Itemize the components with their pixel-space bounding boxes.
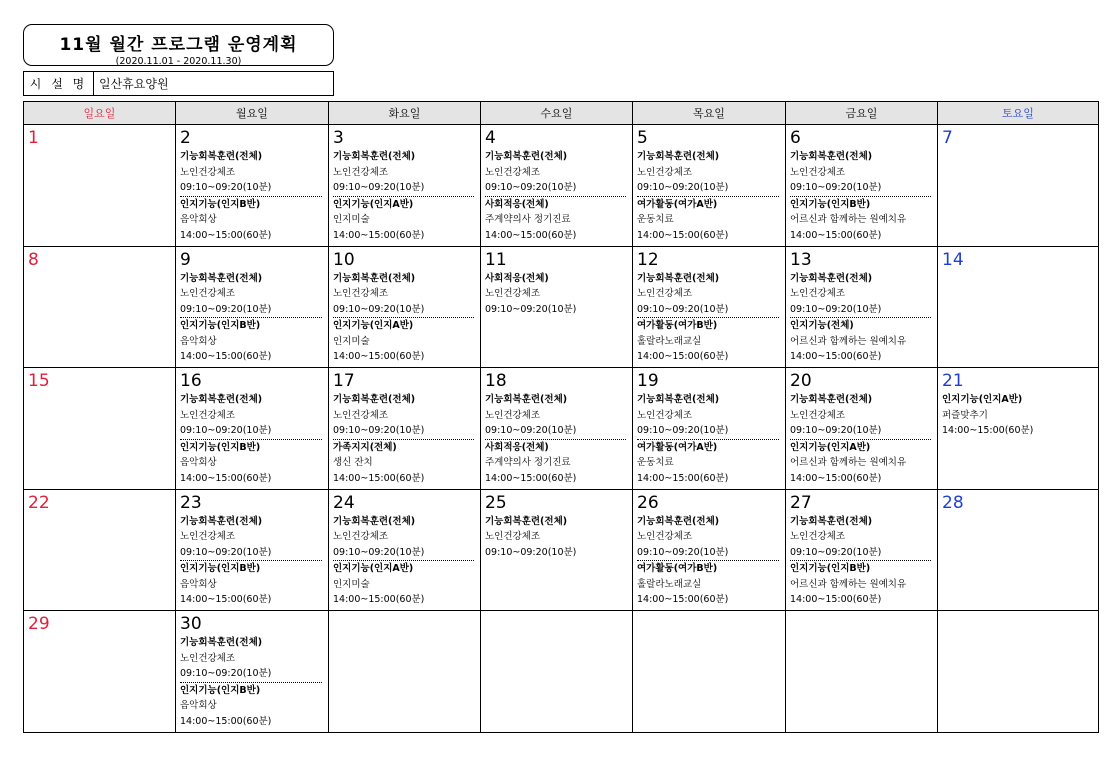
program-name: 노인건강체조	[790, 288, 846, 300]
program-category: 기능회복훈련(전체)	[637, 272, 720, 284]
program-time: 09:10~09:20(10분)	[790, 302, 931, 319]
program-name: 어르신과 함께하는 원예치유	[790, 457, 907, 469]
program-entry	[333, 561, 480, 608]
program-time: 09:10~09:20(10분)	[180, 545, 322, 562]
program-entry	[180, 635, 328, 683]
program-time: 09:10~09:20(10분)	[180, 666, 322, 683]
program-category: 기능회복훈련(전체)	[180, 394, 263, 405]
program-name: 노인건강체조	[333, 288, 389, 300]
program-entry	[942, 392, 1098, 439]
day-number: 16	[180, 371, 202, 391]
day-cell	[786, 246, 938, 368]
day-cell	[329, 246, 481, 368]
facility-name: 일산휴요양원	[99, 77, 169, 91]
program-entry	[333, 440, 480, 487]
program-entry	[180, 514, 328, 562]
day-number: 26	[637, 492, 659, 513]
program-time: 14:00~15:00(60분)	[180, 351, 272, 363]
program-entry	[790, 318, 937, 365]
program-category: 인지기능(인지A반)	[333, 320, 414, 332]
day-number: 29	[28, 614, 50, 634]
program-name: 노인건강체조	[790, 409, 846, 421]
program-category: 인지기능(인지A반)	[333, 198, 414, 210]
day-cell	[176, 368, 329, 490]
day-number: 14	[942, 249, 964, 270]
program-name: 홀랄라노래교실	[637, 578, 702, 590]
day-number: 2	[180, 128, 191, 148]
program-name: 어르신과 함께하는 원예치유	[790, 578, 907, 590]
day-cell	[24, 125, 176, 247]
program-name: 노인건강체조	[180, 288, 236, 300]
day-number: 21	[942, 371, 964, 391]
day-number: 30	[180, 614, 202, 634]
day-cell	[24, 611, 176, 733]
program-category: 인지기능(인지A반)	[333, 563, 414, 575]
program-entry	[637, 440, 785, 487]
program-category: 기능회복훈련(전체)	[333, 394, 416, 405]
day-cell	[938, 489, 1099, 611]
program-category: 기능회복훈련(전체)	[485, 515, 568, 527]
program-name: 음악회상	[180, 335, 217, 347]
program-category: 여가활동(여가B반)	[637, 563, 718, 575]
program-entry	[637, 149, 785, 197]
program-entry	[180, 683, 328, 730]
program-name: 노인건강체조	[637, 166, 693, 178]
program-name: 음악회상	[180, 457, 217, 469]
program-category: 기능회복훈련(전체)	[637, 515, 720, 527]
program-time: 14:00~15:00(60분)	[333, 229, 425, 241]
program-time: 14:00~15:00(60분)	[637, 472, 729, 484]
day-cell	[938, 611, 1099, 733]
program-time: 09:10~09:20(10분)	[485, 423, 626, 440]
program-entry	[180, 561, 328, 608]
program-name: 주계약의사 정기진료	[485, 214, 571, 226]
program-entry	[790, 392, 937, 440]
program-time: 14:00~15:00(60분)	[180, 229, 272, 241]
program-name: 노인건강체조	[637, 531, 693, 543]
page-title: 11월 월간 프로그램 운영계획	[59, 35, 298, 55]
program-category: 기능회복훈련(전체)	[790, 151, 873, 162]
program-time: 14:00~15:00(60분)	[637, 351, 729, 363]
day-number: 9	[180, 249, 191, 270]
program-name: 홀랄라노래교실	[637, 335, 702, 347]
program-entry	[790, 514, 937, 562]
program-name: 퍼즐맞추기	[942, 409, 988, 421]
program-category: 기능회복훈련(전체)	[180, 151, 263, 162]
program-time: 09:10~09:20(10분)	[333, 180, 474, 197]
program-entry	[333, 197, 480, 244]
program-category: 여가활동(여가A반)	[637, 441, 718, 453]
program-name: 노인건강체조	[180, 166, 236, 178]
day-number: 4	[485, 128, 496, 148]
program-entry	[180, 271, 328, 319]
day-cell	[329, 368, 481, 490]
program-entry	[485, 440, 632, 487]
facility-info	[23, 71, 334, 96]
weekday-header-thursday: 목요일	[633, 102, 786, 125]
weekday-header-row	[24, 102, 1099, 125]
program-name: 노인건강체조	[333, 409, 389, 421]
day-cell	[481, 368, 633, 490]
program-category: 여가활동(여가B반)	[637, 320, 718, 332]
day-number: 11	[485, 249, 507, 270]
day-cell	[633, 246, 786, 368]
program-time: 09:10~09:20(10분)	[180, 423, 322, 440]
program-time: 09:10~09:20(10분)	[637, 423, 779, 440]
day-cell	[786, 125, 938, 247]
title-box	[23, 24, 334, 66]
calendar-table	[23, 101, 1099, 733]
day-cell	[938, 368, 1099, 490]
day-cell	[176, 489, 329, 611]
program-time: 14:00~15:00(60분)	[637, 229, 729, 241]
program-category: 기능회복훈련(전체)	[790, 394, 873, 405]
program-category: 기능회복훈련(전체)	[637, 151, 720, 162]
program-entry	[790, 561, 937, 608]
week-row	[24, 611, 1099, 733]
program-category: 인지기능(인지B반)	[180, 198, 261, 210]
program-category: 인지기능(인지B반)	[180, 320, 261, 332]
day-cell	[633, 489, 786, 611]
calendar-body	[24, 125, 1099, 733]
program-category: 기능회복훈련(전체)	[180, 272, 263, 284]
program-time: 14:00~15:00(60분)	[790, 472, 882, 484]
program-entry	[790, 149, 937, 197]
program-time: 14:00~15:00(60분)	[485, 229, 577, 241]
program-time: 14:00~15:00(60분)	[790, 229, 882, 241]
program-entry	[637, 197, 785, 244]
program-time: 09:10~09:20(10분)	[333, 423, 474, 440]
program-category: 인지기능(인지A반)	[942, 394, 1023, 405]
day-cell	[633, 125, 786, 247]
day-number: 28	[942, 492, 964, 513]
program-name: 어르신과 함께하는 원예치유	[790, 214, 907, 226]
day-number: 1	[28, 128, 39, 148]
program-category: 기능회복훈련(전체)	[180, 637, 263, 648]
weekday-header-wednesday: 수요일	[481, 102, 633, 125]
day-cell	[633, 368, 786, 490]
program-time: 14:00~15:00(60분)	[180, 594, 272, 606]
program-entry	[637, 514, 785, 562]
week-row	[24, 246, 1099, 368]
day-cell	[176, 125, 329, 247]
day-cell	[481, 489, 633, 611]
program-entry	[790, 271, 937, 319]
program-entry	[180, 197, 328, 244]
program-name: 노인건강체조	[180, 531, 236, 543]
program-entry	[790, 197, 937, 244]
day-number: 13	[790, 249, 812, 270]
program-entry	[333, 271, 480, 319]
day-cell	[481, 125, 633, 247]
program-entry	[180, 318, 328, 365]
weekday-header-friday: 금요일	[786, 102, 938, 125]
program-category: 인지기능(인지B반)	[180, 684, 261, 696]
week-row	[24, 368, 1099, 490]
day-cell	[329, 611, 481, 733]
day-number: 19	[637, 371, 659, 391]
day-number: 27	[790, 492, 812, 513]
program-entry	[333, 149, 480, 197]
program-time: 09:10~09:20(10분)	[333, 302, 474, 319]
day-cell	[176, 611, 329, 733]
program-category: 사회적응(전체)	[485, 198, 549, 210]
program-time: 14:00~15:00(60분)	[180, 715, 272, 727]
day-number: 23	[180, 492, 202, 513]
day-cell	[786, 489, 938, 611]
day-number: 5	[637, 128, 648, 148]
program-time: 09:10~09:20(10분)	[180, 180, 322, 197]
day-number	[942, 614, 1098, 635]
program-name: 주계약의사 정기진료	[485, 457, 571, 469]
program-entry	[790, 440, 937, 487]
program-entry	[485, 197, 632, 244]
program-category: 기능회복훈련(전체)	[180, 515, 263, 527]
program-name: 인지미술	[333, 335, 370, 347]
program-name: 운동치료	[637, 457, 674, 469]
weekday-header-saturday: 토요일	[938, 102, 1099, 125]
day-number: 10	[333, 249, 355, 270]
weekday-header-sunday: 일요일	[24, 102, 176, 125]
day-number: 17	[333, 371, 355, 391]
day-cell	[481, 611, 633, 733]
program-entry	[333, 318, 480, 365]
day-number: 20	[790, 371, 812, 391]
program-category: 인지기능(인지B반)	[180, 563, 261, 575]
program-time: 14:00~15:00(60분)	[790, 594, 882, 606]
program-time: 09:10~09:20(10분)	[333, 545, 474, 562]
program-time: 09:10~09:20(10분)	[485, 546, 577, 558]
program-time: 09:10~09:20(10분)	[790, 545, 931, 562]
day-number	[333, 614, 480, 635]
program-name: 노인건강체조	[333, 166, 389, 178]
day-cell	[786, 368, 938, 490]
day-number: 18	[485, 371, 507, 391]
program-name: 노인건강체조	[637, 409, 693, 421]
period-label: (2020.11.01 - 2020.11.30)	[115, 56, 242, 67]
program-time: 14:00~15:00(60분)	[333, 351, 425, 363]
program-entry	[485, 149, 632, 197]
day-number: 12	[637, 249, 659, 270]
program-time: 14:00~15:00(60분)	[180, 472, 272, 484]
program-time: 14:00~15:00(60분)	[637, 594, 729, 606]
program-category: 사회적응(전체)	[485, 272, 549, 284]
program-category: 인지기능(인지B반)	[180, 441, 261, 453]
program-name: 운동치료	[637, 214, 674, 226]
program-time: 09:10~09:20(10분)	[485, 180, 626, 197]
day-number: 8	[28, 249, 39, 270]
program-time: 09:10~09:20(10분)	[180, 302, 322, 319]
program-category: 인지기능(인지B반)	[790, 198, 871, 210]
program-entry	[637, 392, 785, 440]
program-name: 음악회상	[180, 214, 217, 226]
program-entry	[485, 271, 632, 318]
day-number: 7	[942, 128, 953, 148]
program-entry	[485, 392, 632, 440]
program-time: 09:10~09:20(10분)	[790, 180, 931, 197]
program-name: 노인건강체조	[637, 288, 693, 300]
program-name: 노인건강체조	[180, 652, 236, 664]
program-time: 14:00~15:00(60분)	[790, 351, 882, 363]
day-cell	[938, 125, 1099, 247]
program-category: 여가활동(여가A반)	[637, 198, 718, 210]
program-category: 기능회복훈련(전체)	[333, 151, 416, 162]
program-entry	[637, 318, 785, 365]
program-entry	[333, 392, 480, 440]
program-entry	[180, 149, 328, 197]
program-name: 노인건강체조	[485, 288, 541, 300]
program-name: 노인건강체조	[485, 409, 541, 421]
day-cell	[176, 246, 329, 368]
day-number: 15	[28, 371, 50, 391]
program-category: 사회적응(전체)	[485, 441, 549, 453]
week-row	[24, 125, 1099, 247]
program-time: 14:00~15:00(60분)	[942, 425, 1034, 437]
program-time: 14:00~15:00(60분)	[333, 594, 425, 606]
program-name: 음악회상	[180, 578, 217, 590]
day-cell	[329, 125, 481, 247]
program-name: 노인건강체조	[485, 531, 541, 543]
program-category: 기능회복훈련(전체)	[790, 515, 873, 527]
program-entry	[637, 561, 785, 608]
facility-label: 시 설 명	[24, 72, 94, 95]
day-number: 24	[333, 492, 355, 513]
program-name: 생신 잔치	[333, 457, 373, 469]
program-name: 노인건강체조	[485, 166, 541, 178]
program-time: 09:10~09:20(10분)	[637, 180, 779, 197]
day-cell	[24, 368, 176, 490]
program-name: 노인건강체조	[790, 166, 846, 178]
day-cell	[938, 246, 1099, 368]
program-name: 인지미술	[333, 214, 370, 226]
day-number	[485, 614, 632, 635]
program-time: 09:10~09:20(10분)	[637, 545, 779, 562]
program-name: 노인건강체조	[333, 531, 389, 543]
program-category: 기능회복훈련(전체)	[637, 394, 720, 405]
day-cell	[329, 489, 481, 611]
day-cell	[24, 246, 176, 368]
program-category: 기능회복훈련(전체)	[485, 394, 568, 405]
day-cell	[481, 246, 633, 368]
day-number: 22	[28, 492, 50, 513]
program-name: 노인건강체조	[180, 409, 236, 421]
program-category: 인지기능(전체)	[790, 320, 854, 332]
program-entry	[485, 514, 632, 561]
program-category: 인지기능(인지A반)	[790, 441, 871, 453]
program-time: 14:00~15:00(60분)	[485, 472, 577, 484]
day-number: 3	[333, 128, 344, 148]
program-category: 기능회복훈련(전체)	[485, 151, 568, 162]
day-number: 25	[485, 492, 507, 513]
program-category: 인지기능(인지B반)	[790, 563, 871, 575]
program-entry	[180, 440, 328, 487]
day-number	[790, 614, 937, 635]
weekday-header-monday: 월요일	[176, 102, 329, 125]
program-name: 노인건강체조	[790, 531, 846, 543]
program-entry	[180, 392, 328, 440]
program-category: 기능회복훈련(전체)	[790, 272, 873, 284]
day-cell	[786, 611, 938, 733]
program-time: 09:10~09:20(10분)	[485, 303, 577, 315]
program-category: 가족지지(전체)	[333, 441, 397, 453]
day-number	[637, 614, 785, 635]
day-cell	[633, 611, 786, 733]
program-time: 09:10~09:20(10분)	[790, 423, 931, 440]
program-category: 기능회복훈련(전체)	[333, 272, 416, 284]
program-time: 09:10~09:20(10분)	[637, 302, 779, 319]
week-row	[24, 489, 1099, 611]
program-time: 14:00~15:00(60분)	[333, 472, 425, 484]
day-cell	[24, 489, 176, 611]
program-category: 기능회복훈련(전체)	[333, 515, 416, 527]
weekday-header-tuesday: 화요일	[329, 102, 481, 125]
program-name: 어르신과 함께하는 원예치유	[790, 335, 907, 347]
program-name: 음악회상	[180, 700, 217, 712]
day-number: 6	[790, 128, 801, 148]
program-name: 인지미술	[333, 578, 370, 590]
program-entry	[637, 271, 785, 319]
program-entry	[333, 514, 480, 562]
